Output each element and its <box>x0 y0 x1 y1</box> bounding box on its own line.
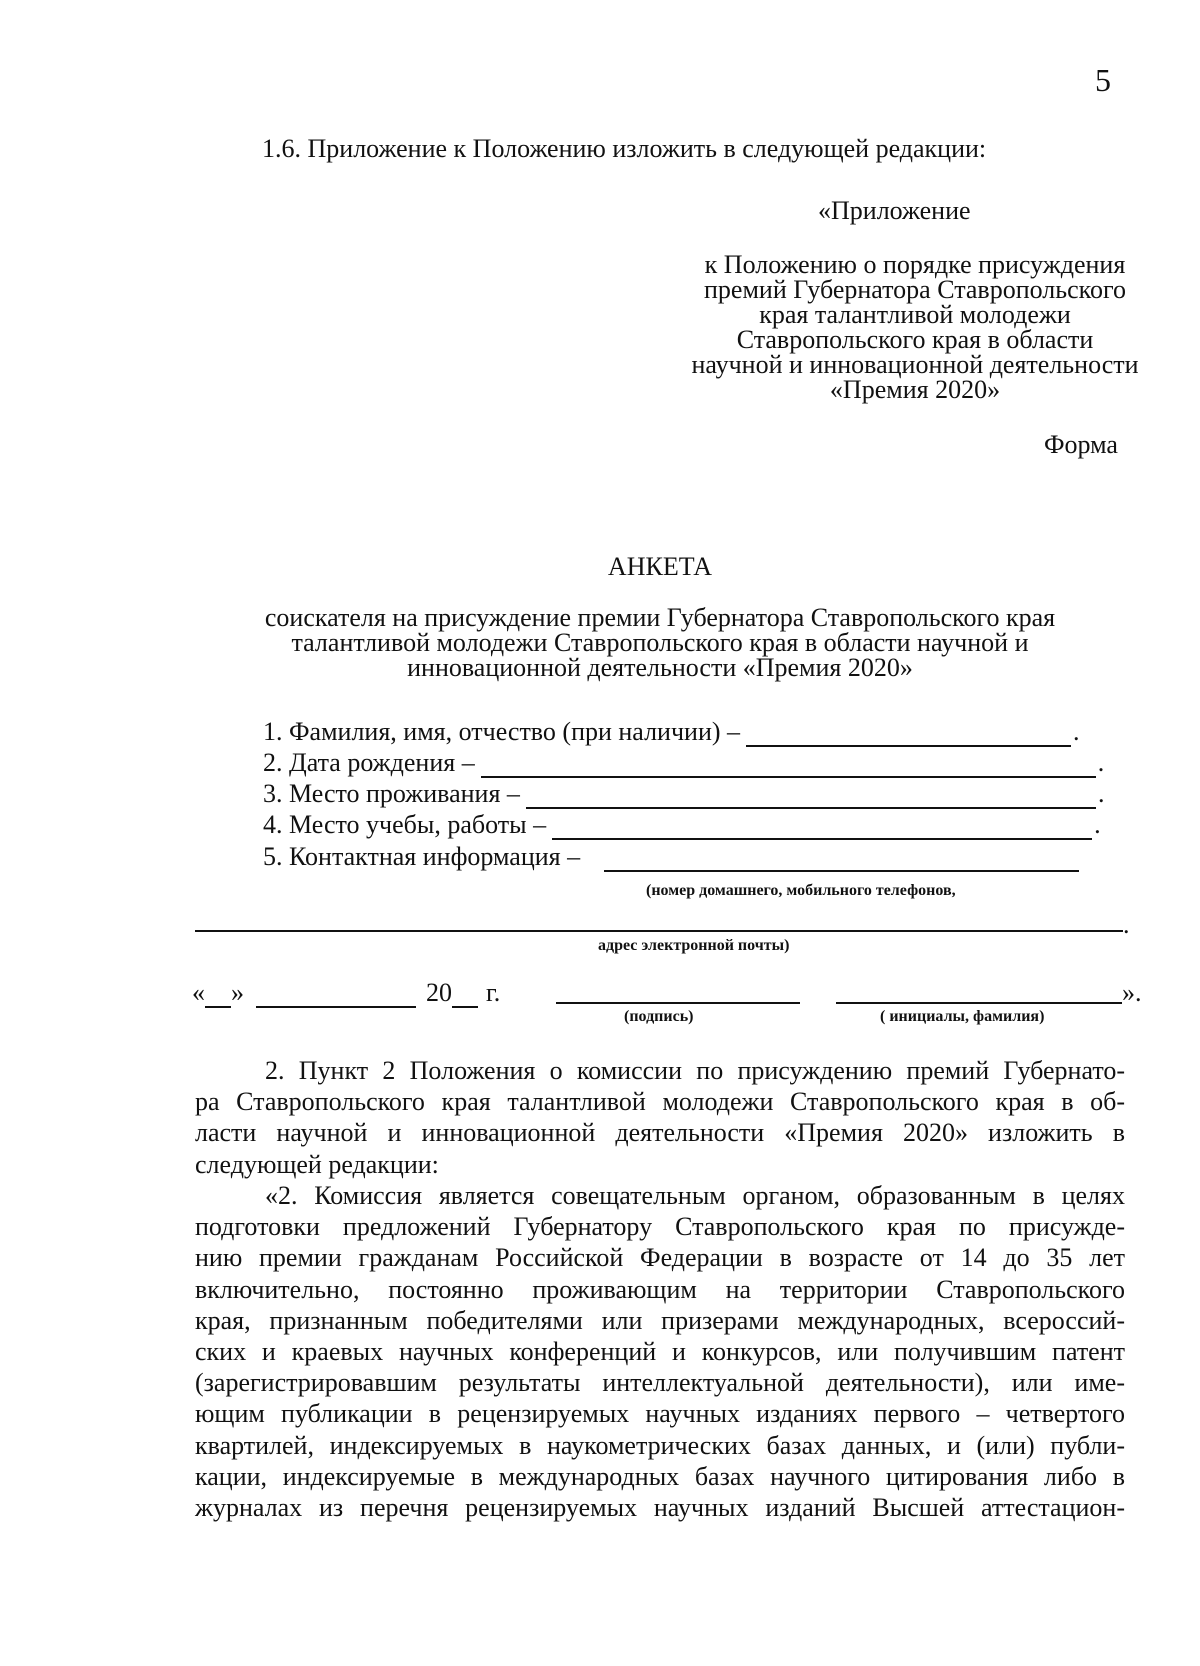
field-residence <box>263 779 1104 809</box>
field-birth-date <box>263 748 1104 778</box>
blank-line <box>526 787 1096 809</box>
paragraph-line: ласти научной и инновационной деятельности «Премия 2020» изложить в <box>195 1118 1125 1148</box>
month-blank <box>256 986 416 1008</box>
date-open-quote: « <box>192 978 205 1007</box>
paragraph-line: квартилей, индексируемых в наукометрических базах данных, и (или) публи- <box>195 1430 1125 1460</box>
name-caption: ( инициалы, фамилия) <box>880 1008 1045 1025</box>
year-blank <box>452 986 478 1008</box>
field-label: 2. Дата рождения – <box>263 748 475 777</box>
paragraph-line: края, признанным победителями или призерами международных, всероссий- <box>195 1305 1125 1335</box>
paragraph-line: ра Ставропольского края талантливой молодежи Ставропольского края в об- <box>195 1087 1125 1117</box>
paragraph-line: 2. Пункт 2 Положения о комиссии по присуждению премий Губернато- <box>265 1056 1125 1085</box>
field-dot: . <box>1094 810 1101 839</box>
paragraph-line: нию премии гражданам Российской Федерации в возрасте от 14 до 35 лет <box>195 1243 1125 1273</box>
contact-caption-phones: (номер домашнего, мобильного телефонов, <box>646 882 956 899</box>
year-suffix: г. <box>486 978 501 1007</box>
year-prefix: 20 <box>426 978 452 1007</box>
field-label: 1. Фамилия, имя, отчество (при наличии) – <box>263 717 741 746</box>
date-close-quote: » <box>231 978 244 1007</box>
paragraph-line: ских и краевых научных конференций и конкурсов, или получившим патент <box>195 1337 1125 1367</box>
paragraph-line: следующей редакции: <box>195 1149 439 1179</box>
field-label: 3. Место проживания – <box>263 779 520 808</box>
contact-extra-line <box>195 930 1123 932</box>
blank-line <box>481 756 1096 778</box>
field-full-name <box>263 717 1080 747</box>
field-dot: . <box>1097 779 1105 808</box>
paragraph-line: кации, индексируемые в международных базах научного цитирования либо в <box>195 1461 1125 1491</box>
blank-line <box>746 725 1071 747</box>
anketa-title: АНКЕТА <box>607 552 713 581</box>
contact-caption-email: адрес электронной почты) <box>598 937 790 954</box>
paragraph-line: подготовки предложений Губернатору Ставропольского края по присужде- <box>195 1212 1125 1242</box>
name-line <box>836 1002 1122 1004</box>
contact-extra-dot: . <box>1123 910 1130 939</box>
date-signature-row <box>192 978 500 1008</box>
signature-line <box>556 1002 800 1004</box>
paragraph-commission-amendment <box>195 1055 1125 1180</box>
appendix-reference: к Положению о порядке присуждения премий Губернатора Ставропольского края талантливой молодежи Ставропольского края в области научной и инновационной деятельности «Премия 2020» <box>691 250 1139 404</box>
paragraph-line: ющим публикации в рецензируемых научных изданиях первого – четвертого <box>195 1399 1125 1429</box>
anketa-subtitle: соискателя на присуждение премии Губернатора Ставропольского края талантливой молодежи Ставропольского края в области научной и инновационной деятельности «Премия 2020» <box>264 603 1056 682</box>
signature-caption: (подпись) <box>624 1008 694 1025</box>
blank-line <box>604 850 1079 872</box>
field-study-work <box>263 810 1101 840</box>
paragraph-line: «2. Комиссия является совещательным органом, образованным в целях <box>265 1181 1125 1210</box>
day-blank <box>205 986 231 1008</box>
field-contact-info <box>263 842 1079 872</box>
paragraph-line: (зарегистрировавшим результаты интеллектуальной деятельности), или име- <box>195 1368 1125 1398</box>
paragraph-line: включительно, постоянно проживающим на территории Ставропольского <box>195 1274 1125 1304</box>
field-dot: . <box>1073 717 1080 746</box>
field-label: 5. Контактная информация – <box>263 842 581 871</box>
blank-line <box>552 818 1092 840</box>
amendment-intro: 1.6. Приложение к Положению изложить в следующей редакции: <box>262 134 987 163</box>
appendix-title: «Приложение <box>818 196 971 225</box>
form-label: Форма <box>1044 430 1118 459</box>
field-dot: . <box>1097 748 1105 777</box>
paragraph-commission-purpose <box>195 1180 1125 1523</box>
field-label: 4. Место учебы, работы – <box>263 810 547 839</box>
page-number: 5 <box>1095 62 1111 98</box>
form-end-mark: ». <box>1122 978 1142 1007</box>
paragraph-line: журналах из перечня рецензируемых научных изданий Высшей аттестацион- <box>195 1493 1125 1523</box>
